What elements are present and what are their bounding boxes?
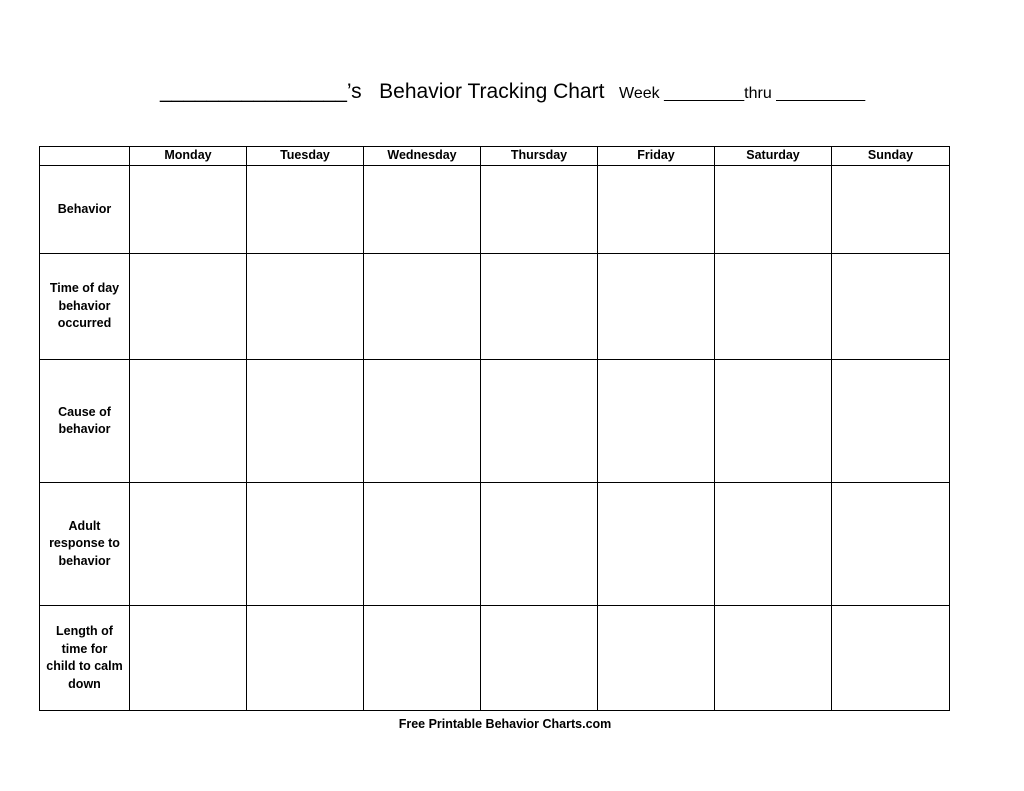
day-header-thursday: Thursday [481, 147, 598, 166]
row-label-line: time for [61, 641, 108, 656]
row-label-line: down [68, 676, 101, 691]
row-label-time-of-day [40, 254, 130, 360]
row-label-adult-response [40, 483, 130, 606]
entry-cell[interactable] [130, 166, 247, 254]
entry-cell[interactable] [832, 483, 950, 606]
chart-title-line [0, 80, 1024, 110]
entry-cell[interactable] [598, 360, 715, 483]
day-header-saturday: Saturday [715, 147, 832, 166]
day-header-monday: Monday [130, 147, 247, 166]
entry-cell[interactable] [715, 166, 832, 254]
footer-credit: Free Printable Behavior Charts.com [398, 717, 612, 731]
entry-cell[interactable] [832, 360, 950, 483]
table-row-time-of-day [40, 254, 950, 360]
row-label-line: response to [49, 536, 120, 551]
row-label-cause [40, 360, 130, 483]
entry-cell[interactable] [364, 606, 481, 711]
row-label-line: Adult [68, 518, 101, 533]
entry-cell[interactable] [481, 360, 598, 483]
entry-cell[interactable] [598, 606, 715, 711]
entry-cell[interactable] [130, 254, 247, 360]
table-row-calm-down-time [40, 606, 950, 711]
row-label-calm-down-time [40, 606, 130, 711]
entry-cell[interactable] [130, 483, 247, 606]
entry-cell[interactable] [832, 606, 950, 711]
entry-cell[interactable] [715, 483, 832, 606]
entry-cell[interactable] [247, 360, 364, 483]
table-row-adult-response [40, 483, 950, 606]
day-header-friday: Friday [598, 147, 715, 166]
table-row-cause [40, 360, 950, 483]
entry-cell[interactable] [364, 360, 481, 483]
entry-cell[interactable] [481, 606, 598, 711]
entry-cell[interactable] [598, 483, 715, 606]
entry-cell[interactable] [247, 483, 364, 606]
entry-cell[interactable] [364, 254, 481, 360]
entry-cell[interactable] [130, 606, 247, 711]
table-row-behavior [40, 166, 950, 254]
entry-cell[interactable] [598, 254, 715, 360]
row-label-line: Time of day [49, 281, 120, 296]
behavior-tracking-table [39, 146, 950, 711]
entry-cell[interactable] [247, 254, 364, 360]
header-row [40, 147, 950, 166]
week-range [619, 85, 865, 103]
row-label-line: occurred [57, 316, 112, 331]
row-label-line: behavior [58, 298, 111, 313]
row-label-line: Behavior [57, 201, 112, 216]
day-header-wednesday: Wednesday [364, 147, 481, 166]
entry-cell[interactable] [715, 360, 832, 483]
entry-cell[interactable] [481, 254, 598, 360]
corner-cell [40, 147, 130, 166]
row-label-line: behavior [58, 422, 111, 436]
entry-cell[interactable] [364, 166, 481, 254]
title-text: Behavior Tracking Chart [379, 80, 605, 103]
row-label-line: behavior [58, 553, 111, 568]
entry-cell[interactable] [130, 360, 247, 483]
week-label: Week [619, 85, 660, 102]
week-end-blank: __________ [776, 85, 866, 102]
entry-cell[interactable] [247, 166, 364, 254]
entry-cell[interactable] [715, 606, 832, 711]
week-start-blank: _________ [664, 85, 745, 102]
entry-cell[interactable] [247, 606, 364, 711]
day-header-tuesday: Tuesday [247, 147, 364, 166]
entry-cell[interactable] [598, 166, 715, 254]
row-label-behavior [40, 166, 130, 254]
row-label-line: child to calm [46, 659, 123, 673]
chart-title [160, 80, 604, 104]
row-label-line: Length of [56, 624, 113, 638]
entry-cell[interactable] [715, 254, 832, 360]
entry-cell[interactable] [832, 166, 950, 254]
name-blank: ________________’s [160, 80, 362, 103]
entry-cell[interactable] [481, 483, 598, 606]
row-label-line: Cause of [58, 404, 111, 419]
entry-cell[interactable] [364, 483, 481, 606]
entry-cell[interactable] [832, 254, 950, 360]
thru-label: thru [744, 85, 772, 102]
entry-cell[interactable] [481, 166, 598, 254]
day-header-sunday: Sunday [832, 147, 950, 166]
